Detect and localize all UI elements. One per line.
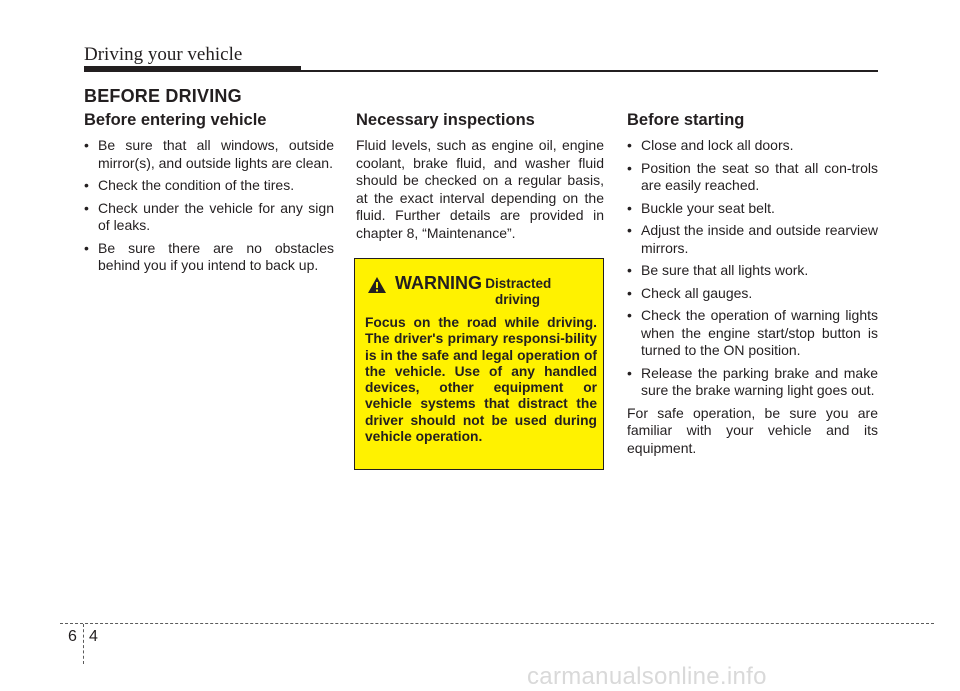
list-item: • Buckle your seat belt. bbox=[627, 200, 878, 218]
heading-necessary-inspections: Necessary inspections bbox=[356, 111, 535, 129]
footer-rule bbox=[60, 623, 934, 624]
page-number-divider bbox=[83, 624, 84, 664]
column-before-starting bbox=[627, 110, 878, 457]
list-item: • Check under the vehicle for any sign of leaks. bbox=[84, 200, 334, 235]
list-item: • Adjust the inside and outside rearview mirrors. bbox=[627, 222, 878, 257]
column-necessary-inspections bbox=[356, 110, 604, 242]
heading-before-entering: Before entering vehicle bbox=[84, 111, 267, 129]
before-entering-list bbox=[84, 137, 334, 275]
column-before-entering bbox=[84, 110, 334, 280]
warning-subtitle: - Distracted bbox=[477, 276, 552, 291]
list-item: • Check all gauges. bbox=[627, 285, 878, 303]
list-item: • Position the seat so that all con-trols are easily reached. bbox=[627, 160, 878, 195]
warning-triangle-icon bbox=[367, 276, 387, 294]
heading-before-starting: Before starting bbox=[627, 111, 745, 129]
warning-box bbox=[354, 258, 604, 470]
watermark: carmanualsonline.info bbox=[527, 663, 767, 690]
warning-title: WARNING bbox=[395, 273, 482, 293]
warning-body: Focus on the road while driving. The driver's primary responsi-bility is in the safe and legal operation of the vehicle. Use of any handled devices, other equipment or vehicle systems that distract the driver should not be used during vehicle operation. bbox=[365, 315, 597, 445]
list-item: • Check the operation of warning lights when the engine start/stop button is turned to the ON position. bbox=[627, 307, 878, 360]
list-item: • Release the parking brake and make sure the brake warning light goes out. bbox=[627, 365, 878, 400]
list-item: • Be sure that all lights work. bbox=[627, 262, 878, 280]
safe-operation-paragraph: For safe operation, be sure you are familiar with your vehicle and its equipment. bbox=[627, 404, 878, 456]
warning-subtitle-line2: driving bbox=[495, 292, 541, 307]
inspections-paragraph: Fluid levels, such as engine oil, engine coolant, brake fluid, and washer fluid should be checked on a regular basis, at the exact interval depending on the fluid. Further details are provided in chapter 8, “Maintenance”. bbox=[356, 137, 604, 241]
chapter-number: 6 bbox=[68, 628, 77, 645]
page-header-title: Driving your vehicle bbox=[84, 44, 243, 65]
header-rule-thin bbox=[84, 70, 878, 72]
list-item: • Be sure there are no obstacles behind you if you intend to back up. bbox=[84, 240, 334, 275]
before-starting-list bbox=[627, 137, 878, 400]
list-item: • Close and lock all doors. bbox=[627, 137, 878, 155]
list-item: • Check the condition of the tires. bbox=[84, 177, 334, 195]
page-number: 4 bbox=[89, 628, 98, 645]
section-title: BEFORE DRIVING bbox=[84, 86, 242, 106]
list-item: • Be sure that all windows, outside mirror(s), and outside lights are clean. bbox=[84, 137, 334, 172]
